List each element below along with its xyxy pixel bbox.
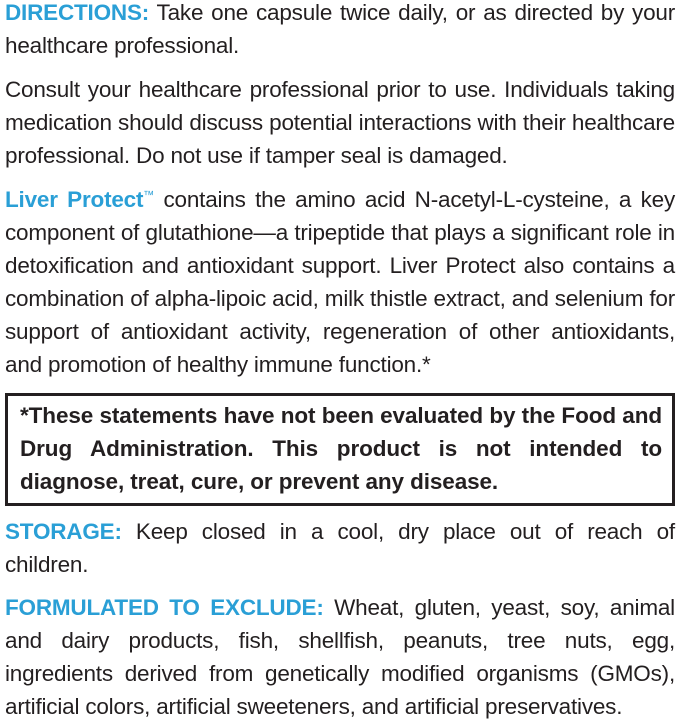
fda-disclaimer-box <box>5 393 675 506</box>
storage-heading: STORAGE: <box>5 519 122 544</box>
storage-text: Keep closed in a cool, dry place out of reach of children. <box>5 519 675 577</box>
storage-paragraph <box>5 515 675 581</box>
directions-paragraph <box>5 0 675 62</box>
formulated-to-exclude-heading: FORMULATED TO EXCLUDE: <box>5 595 324 620</box>
product-name: Liver Protect <box>5 187 144 212</box>
consult-warning-text: Consult your healthcare professional prior to use. Individuals taking medication should discuss potential interactions with their healthcare professional. Do not use if tamper seal is damaged. <box>5 77 675 168</box>
formulated-to-exclude-paragraph <box>5 591 675 723</box>
consult-warning-paragraph <box>5 73 675 172</box>
directions-heading: DIRECTIONS: <box>5 0 150 25</box>
formulated-to-exclude-text: Wheat, gluten, yeast, soy, animal and dairy products, fish, shellfish, peanuts, tree nuts, egg, ingredients derived from genetically modified organisms (GMOs), artificial colors, artificial sweeteners, and artificial preservatives. <box>5 595 675 719</box>
product-description-text: contains the amino acid N-acetyl-L-cysteine, a key component of glutathione—a tripeptide that plays a significant role in detoxification and antioxidant support. Liver Protect also contains a combination of alpha-lipoic acid, milk thistle extract, and selenium for support of antioxidant activity, regeneration of other antioxidants, and promotion of healthy immune function.* <box>5 187 675 377</box>
product-description-paragraph <box>5 183 675 381</box>
trademark-symbol: ™ <box>143 189 155 202</box>
directions-text: Take one capsule twice daily, or as directed by your healthcare professional. <box>5 0 675 58</box>
fda-disclaimer-text: *These statements have not been evaluated by the Food and Drug Administration. This product is not intended to diagnose, treat, cure, or prevent any disease. <box>20 403 662 494</box>
